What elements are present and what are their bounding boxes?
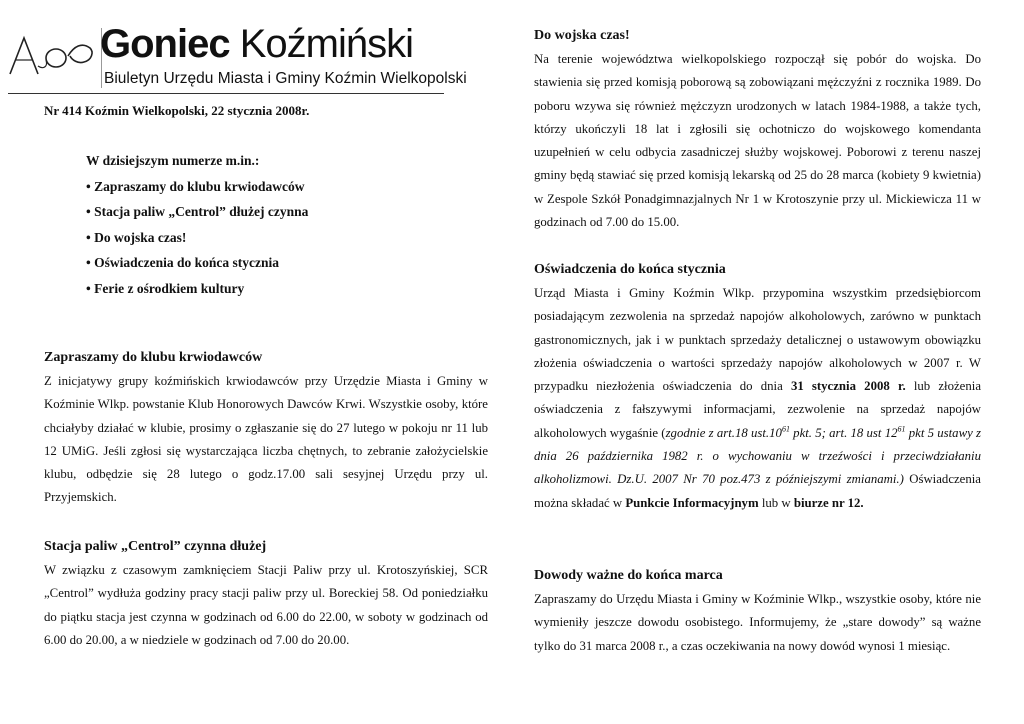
issue-line: Nr 414 Koźmin Wielkopolski, 22 stycznia 2008r. <box>44 103 310 118</box>
article-stacja <box>44 539 488 652</box>
masthead-rule <box>8 93 444 94</box>
article-title: Zapraszamy do klubu krwiodawców <box>44 350 263 365</box>
article-body: Urząd Miasta i Gminy Koźmin Wlkp. przypomina wszystkim przedsiębiorcom posiadającym zezwolenia na sprzedaż napojów alkoholowych, zarówno w punktach gastronomicznych, jak i w punktach sprzedaży detalicznej o ustawowym obowiązku złożenia oświadczenia o wartości sprzedaży napojów alkoholowych w 2007 r. W przypadku niezłożenia oświadczenia do dnia 31 stycznia 2008 r. lub złożenia oświadczenia z fałszywymi informacjami, zezwolenie na sprzedaż napojów alkoholowych wygaśnie (zgodnie z art.18 $ust.10^{61}$ pkt. 5; art. 18 ust $12^{61}$ pkt 5 ustawy z dnia 26 października 1982 r. o wychowaniu w trzeźwości i przeciwdziałaniu alkoholizmowi. Dz.U. 2007 Nr 70 poz.473 z późniejszymi zmianami.) Oświadczenia można składać w Punkcie Informacyjnym lub w biurze nr 12. <box>534 286 981 510</box>
article-title: Oświadczenia do końca stycznia <box>534 262 726 277</box>
masthead <box>8 18 467 96</box>
article-title: Stacja paliw „Centrol” czynna dłużej <box>44 539 267 554</box>
toc-heading: W dzisiejszym numerze m.in.: <box>86 153 260 168</box>
article-body: Z inicjatywy grupy koźmińskich krwiodawców przy Urzędzie Miasta i Gminy w Koźminie Wlkp. powstanie Klub Honorowych Dawców Krwi. Wszystkie osoby, które chciałyby działać w klubie, prosimy o zgłaszanie się do 27 lutego w pokoju nr 11 lub 12 UMiG. Jeśli zgłosi się wystarczająca liczba chętnych, to zebranie założycielskie klubu, odbędzie się 28 lutego o godz.17.00 sali sesyjnej Urzędu przy ul. Przyjemskich. <box>44 374 488 505</box>
article-wojsko <box>534 28 981 234</box>
deadline-date: 31 stycznia 2008 r. <box>790 379 906 394</box>
article-body: Na terenie województwa wielkopolskiego rozpoczął się pobór do wojska. Do stawienia się przed komisją poborową są zobowiązani mężczyźni z rocznika 1989. Do poboru wzywa się również mężczyzn urodzonych w latach 1984-1988, a także tych, którzy ukończyli 18 lat i zgłosili się ochotniczo do wojskowego komendanta uzupełnień w celu odbycia zasadniczej służby wojskowej. Poborowi z terenu naszej gminy będą stawiać się przed komisją lekarską od 25 do 28 marca (kobiety 9 kwietnia) w Zespole Szkół Ponadgimnazjalnych Nr 1 w Krotoszynie przy ul. Mickiewicza 11 w godzinach od 7.00 do 15.00. <box>534 52 981 230</box>
article-body: Zapraszamy do Urzędu Miasta i Gminy w Koźminie Wlkp., wszystkie osoby, które nie wymieniły jeszcze dowodu osobistego. Informujemy, że „stare dowody” są ważne tylko do 31 marca 2008 r., a czas oczekiwania na nowy dowód wynosi 1 miesiąc. <box>534 592 981 653</box>
toc-item: • Oświadczenia do końca stycznia <box>86 255 279 270</box>
article-title: Do wojska czas! <box>534 28 630 43</box>
table-of-contents <box>86 153 308 306</box>
article-title: Dowody ważne do końca marca <box>534 568 723 583</box>
legal-citation: zgodnie z art.18 $ust.10^{61}$ pkt. 5; art. 18 ust $12^{61}$ pkt 5 ustawy z dnia 26 października 1982 r. o wychowaniu w trzeźwości i przeciwdziałaniu alkoholizmowi. Dz.U. 2007 Nr 70 poz.473 z późniejszymi zmianami.) <box>534 424 981 487</box>
toc-item: • Stacja paliw „Centrol” dłużej czynna <box>86 204 309 219</box>
toc-item: • Ferie z ośrodkiem kultury <box>86 280 245 296</box>
article-dowody <box>534 568 981 658</box>
article-klub <box>44 350 488 510</box>
article-oswiadczenia <box>534 262 981 515</box>
article-body: W związku z czasowym zamknięciem Stacji Paliw przy ul. Krotoszyńskiej, SCR „Centrol” wydłuża godziny pracy stacji paliw przy ul. Boreckiej 58. Od poniedziałku do piątku stacja jest czynna w godzinach od 6.00 do 22.00, w soboty w godzinach od 6.00 do 20.00, a w niedziele w godzinach od 7.00 do 20.00. <box>44 563 488 647</box>
herald-logo-icon <box>8 30 96 80</box>
toc-item: • Zapraszamy do klubu krwiodawców <box>86 178 305 194</box>
masthead-subtitle: Biuletyn Urzędu Miasta i Gminy Koźmin Wielkopolski <box>104 70 467 87</box>
toc-item: • Do wojska czas! <box>86 229 187 245</box>
masthead-title: Goniec Koźmiński <box>100 22 413 66</box>
